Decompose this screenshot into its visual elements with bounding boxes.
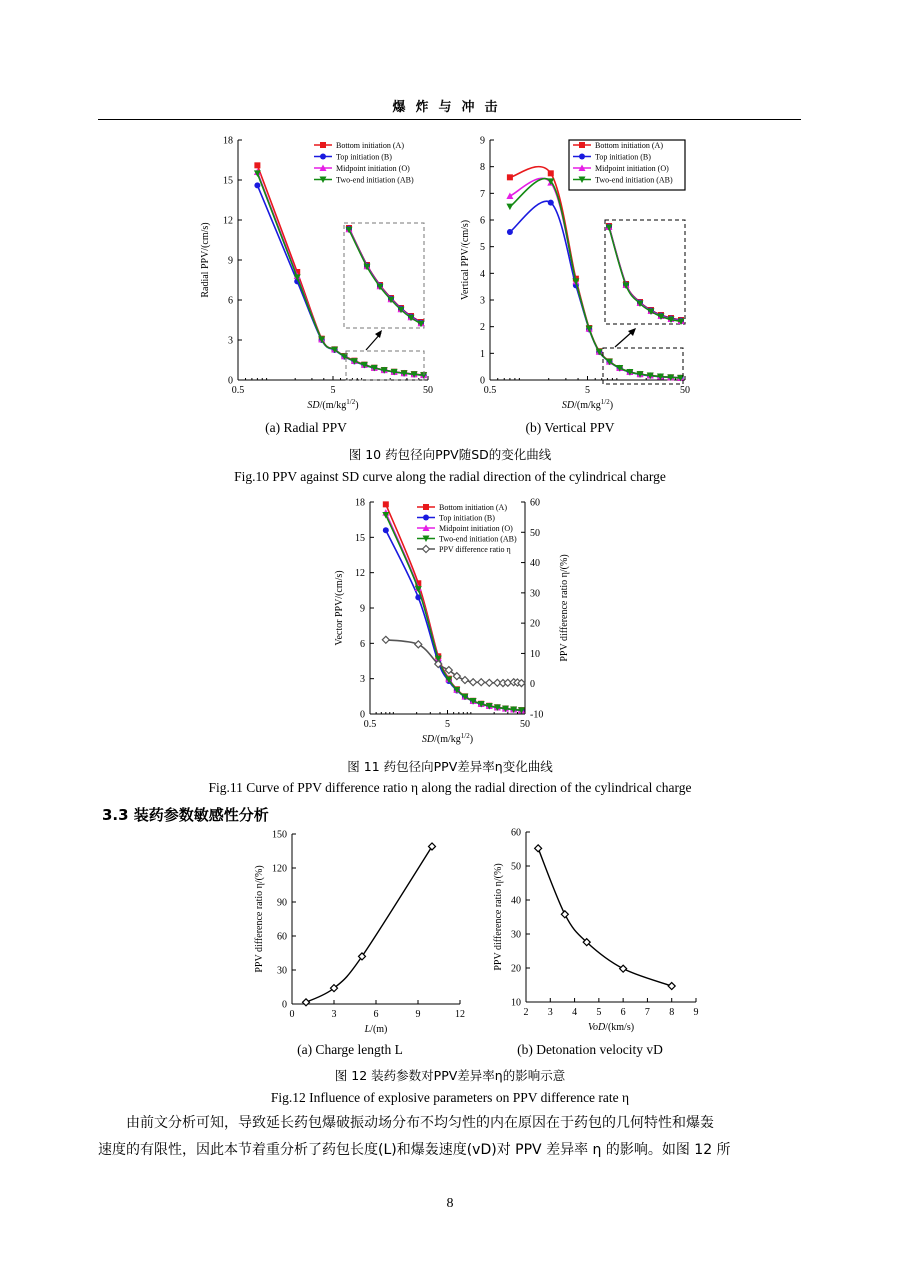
y-tick-label: 0 bbox=[480, 375, 485, 387]
journal-header: 爆炸与冲击 bbox=[392, 100, 508, 115]
y-tick-label: 18 bbox=[355, 497, 365, 509]
fig10b-subcaption: (b) Vertical PPV bbox=[525, 420, 615, 435]
y-axis-label: Radial PPV/(cm/s) bbox=[200, 222, 211, 298]
data-point bbox=[383, 527, 389, 533]
series-1 bbox=[507, 167, 684, 381]
x-axis-label: VoD/(km/s) bbox=[587, 1022, 635, 1033]
chart-fig11 bbox=[330, 492, 590, 747]
y-tick-label: 20 bbox=[511, 963, 521, 975]
data-point bbox=[470, 679, 477, 686]
data-point bbox=[620, 965, 627, 972]
chart-fig12a bbox=[250, 822, 480, 1040]
legend-marker bbox=[423, 504, 429, 510]
series-line bbox=[538, 848, 672, 986]
legend-label: Midpoint initiation (O) bbox=[595, 164, 669, 173]
legend-marker bbox=[320, 154, 326, 160]
y-tick-label: 6 bbox=[228, 295, 233, 307]
series-1 bbox=[303, 843, 436, 1006]
y-tick-label: 60 bbox=[511, 827, 521, 839]
y-tick-label: 0 bbox=[282, 999, 287, 1011]
x-axis-label: $SD/(m/kg^{1/2})$ bbox=[307, 398, 359, 411]
legend-marker bbox=[423, 546, 430, 553]
fig10-caption-en: Fig.10 PPV against SD curve along the radial direction of the cylindrical charge bbox=[234, 469, 666, 484]
y-tick-label: 0 bbox=[360, 709, 365, 721]
fig10-caption-cn: 图 10 药包径向PPV随SD的变化曲线 bbox=[348, 447, 552, 462]
y-tick-label: 60 bbox=[277, 931, 287, 943]
y-tick-label: 150 bbox=[272, 829, 287, 841]
y-tick-label: 0 bbox=[228, 375, 233, 387]
x-tick-label: 4 bbox=[572, 1007, 578, 1018]
inset-curve bbox=[349, 230, 421, 324]
series-3 bbox=[254, 169, 427, 379]
series-4 bbox=[254, 170, 427, 378]
fig10a-subcaption: (a) Radial PPV bbox=[265, 420, 347, 435]
y-tick-label: 3 bbox=[228, 335, 233, 347]
series-2 bbox=[254, 182, 426, 378]
y-tick-label: 90 bbox=[277, 897, 287, 909]
x-tick-label: 5 bbox=[585, 385, 590, 396]
y-tick-label: 10 bbox=[511, 997, 521, 1009]
legend-label: Two-end initiation (AB) bbox=[439, 534, 517, 544]
y-tick-label: 6 bbox=[360, 638, 365, 650]
y-tick-label: 3 bbox=[480, 295, 485, 307]
chart-fig12b bbox=[488, 822, 718, 1040]
data-point bbox=[478, 679, 485, 686]
legend-label: Top initiation (B) bbox=[595, 152, 651, 162]
inset-curve bbox=[349, 228, 421, 322]
x-tick-label: 9 bbox=[693, 1007, 699, 1018]
x-tick-label: 8 bbox=[669, 1007, 675, 1018]
y-tick-label: 12 bbox=[355, 568, 365, 580]
y-tick-label: 18 bbox=[223, 135, 233, 147]
inset-curve bbox=[609, 228, 681, 322]
x-axis-label: $SD/(m/kg^{1/2})$ bbox=[421, 732, 474, 745]
y-axis-label: Vertical PPV/(cm/s) bbox=[460, 219, 471, 301]
x-tick-label: 50 bbox=[423, 385, 433, 396]
data-point bbox=[535, 845, 542, 852]
y-tick-label: 30 bbox=[277, 965, 287, 977]
series-5 bbox=[382, 636, 525, 686]
x-tick-label: 9 bbox=[415, 1009, 421, 1020]
series-2 bbox=[507, 200, 684, 381]
chart-fig10a bbox=[196, 128, 446, 418]
y-tick-label: 120 bbox=[272, 863, 287, 875]
series-line bbox=[257, 185, 423, 375]
y2-tick-label: -10 bbox=[530, 709, 544, 721]
series-line bbox=[306, 846, 432, 1002]
y-tick-label: 15 bbox=[355, 532, 365, 544]
series-line bbox=[257, 165, 423, 375]
y-tick-label: 15 bbox=[223, 175, 233, 187]
body-paragraph-line1: 由前文分析可知，导致延长药包爆破振动场分布不均匀性的内在原因在于药包的几何特性和爆轰 bbox=[126, 1115, 714, 1131]
zoom-arrow bbox=[615, 331, 633, 347]
zoom-arrowhead bbox=[375, 330, 382, 338]
legend-marker bbox=[423, 515, 429, 521]
x-tick-label: 5 bbox=[596, 1007, 602, 1018]
y-tick-label: 7 bbox=[480, 188, 485, 200]
data-point bbox=[254, 162, 260, 168]
data-point bbox=[486, 679, 493, 686]
y-tick-label: 50 bbox=[511, 861, 521, 873]
y-tick-label: 3 bbox=[360, 674, 365, 686]
data-point bbox=[429, 843, 436, 850]
y-tick-label: 9 bbox=[480, 135, 485, 147]
y2-tick-label: 30 bbox=[530, 588, 540, 600]
x-tick-label: 3 bbox=[547, 1007, 553, 1018]
legend-label: Midpoint initiation (O) bbox=[439, 524, 513, 533]
y-tick-label: 40 bbox=[511, 895, 521, 907]
y-axis-label: PPV difference ratio η/(%) bbox=[254, 865, 265, 973]
x-axis-label: L/(m) bbox=[364, 1024, 388, 1035]
inset-curve bbox=[349, 229, 421, 323]
legend-marker bbox=[579, 154, 585, 160]
data-point bbox=[254, 182, 260, 188]
x-axis-label: $SD/(m/kg^{1/2})$ bbox=[561, 398, 614, 411]
data-point bbox=[507, 229, 513, 235]
x-tick-label: 5 bbox=[330, 385, 336, 396]
series-line bbox=[510, 201, 681, 378]
fig12-caption-cn: 图 12 装药参数对PPV差异率η的影响示意 bbox=[334, 1068, 566, 1083]
fig12b-subcaption: (b) Detonation velocity vD bbox=[517, 1042, 663, 1057]
legend-label: Bottom initiation (A) bbox=[595, 141, 663, 150]
y2-tick-label: 10 bbox=[530, 648, 540, 660]
y-tick-label: 2 bbox=[480, 322, 485, 334]
section-heading: 3.3 装药参数敏感性分析 bbox=[102, 806, 269, 824]
series-1 bbox=[535, 845, 676, 990]
legend-label: Top initiation (B) bbox=[336, 152, 392, 162]
x-tick-label: 0.5 bbox=[231, 385, 245, 396]
x-tick-label: 3 bbox=[331, 1009, 337, 1020]
y-tick-label: 9 bbox=[228, 255, 233, 267]
series-line bbox=[257, 172, 423, 375]
y2-axis-label: PPV difference ratio η/(%) bbox=[559, 554, 570, 662]
data-point bbox=[506, 204, 513, 211]
y2-tick-label: 50 bbox=[530, 527, 540, 539]
legend bbox=[569, 140, 685, 190]
data-point bbox=[415, 641, 422, 648]
y-axis-label: PPV difference ratio η/(%) bbox=[493, 863, 504, 971]
series-line bbox=[257, 173, 423, 375]
data-point bbox=[382, 636, 389, 643]
y-tick-label: 30 bbox=[511, 929, 521, 941]
fig11-caption-cn: 图 11 药包径向PPV差异率η变化曲线 bbox=[347, 759, 553, 774]
data-point bbox=[668, 983, 675, 990]
x-tick-label: 0 bbox=[289, 1009, 295, 1020]
fig11-caption-en: Fig.11 Curve of PPV difference ratio η along the radial direction of the cylindrical charge bbox=[208, 780, 692, 795]
x-tick-label: 50 bbox=[680, 385, 690, 396]
y-tick-label: 12 bbox=[223, 215, 233, 227]
data-point bbox=[507, 174, 513, 180]
legend-label: Bottom initiation (A) bbox=[336, 141, 404, 150]
x-tick-label: 0.5 bbox=[483, 385, 497, 396]
data-point bbox=[303, 999, 310, 1006]
zoom-inset-box bbox=[344, 223, 424, 328]
legend-label: Midpoint initiation (O) bbox=[336, 164, 410, 173]
y2-tick-label: 40 bbox=[530, 558, 540, 570]
y-tick-label: 8 bbox=[480, 162, 485, 174]
legend bbox=[417, 503, 517, 554]
legend-label: Two-end initiation (AB) bbox=[595, 175, 673, 185]
y-axis-label: Vector PPV/(cm/s) bbox=[334, 570, 345, 646]
x-tick-label: 6 bbox=[620, 1007, 626, 1018]
y-tick-label: 1 bbox=[480, 348, 485, 360]
x-tick-label: 0.5 bbox=[363, 719, 377, 730]
legend-label: Two-end initiation (AB) bbox=[336, 175, 414, 185]
data-point bbox=[561, 911, 568, 918]
legend-label: PPV difference ratio η bbox=[439, 545, 511, 554]
y2-tick-label: 20 bbox=[530, 618, 540, 630]
data-point bbox=[548, 200, 554, 206]
y2-tick-label: 60 bbox=[530, 497, 540, 509]
y2-tick-label: 0 bbox=[530, 679, 535, 691]
legend-label: Bottom initiation (A) bbox=[439, 503, 507, 512]
legend bbox=[314, 141, 414, 185]
y-tick-label: 6 bbox=[480, 215, 485, 227]
header-rule bbox=[98, 119, 801, 120]
x-tick-label: 6 bbox=[373, 1009, 379, 1020]
legend-label: Top initiation (B) bbox=[439, 513, 495, 523]
x-tick-label: 50 bbox=[520, 719, 530, 730]
y-tick-label: 9 bbox=[360, 603, 365, 615]
chart-fig10b bbox=[455, 128, 705, 418]
series-1 bbox=[254, 162, 426, 378]
inset-curve bbox=[349, 229, 421, 323]
fig12a-subcaption: (a) Charge length L bbox=[297, 1042, 403, 1057]
data-point bbox=[506, 193, 513, 200]
legend-marker bbox=[320, 142, 326, 148]
x-tick-label: 2 bbox=[523, 1007, 529, 1018]
data-point bbox=[548, 170, 554, 176]
data-point bbox=[383, 501, 389, 507]
body-paragraph-line2: 速度的有限性，因此本节着重分析了药包长度(L)和爆轰速度(vD)对 PPV 差异率 η 的影响。如图 12 所 bbox=[98, 1142, 731, 1158]
legend-marker bbox=[579, 142, 585, 148]
x-tick-label: 5 bbox=[445, 719, 450, 730]
data-point bbox=[461, 677, 468, 684]
y-tick-label: 4 bbox=[480, 268, 485, 280]
x-tick-label: 7 bbox=[644, 1007, 650, 1018]
x-tick-label: 12 bbox=[455, 1009, 465, 1020]
page-number: 8 bbox=[446, 1196, 454, 1211]
fig12-caption-en: Fig.12 Influence of explosive parameters on PPV difference rate η bbox=[270, 1090, 630, 1105]
y-tick-label: 5 bbox=[480, 242, 485, 254]
